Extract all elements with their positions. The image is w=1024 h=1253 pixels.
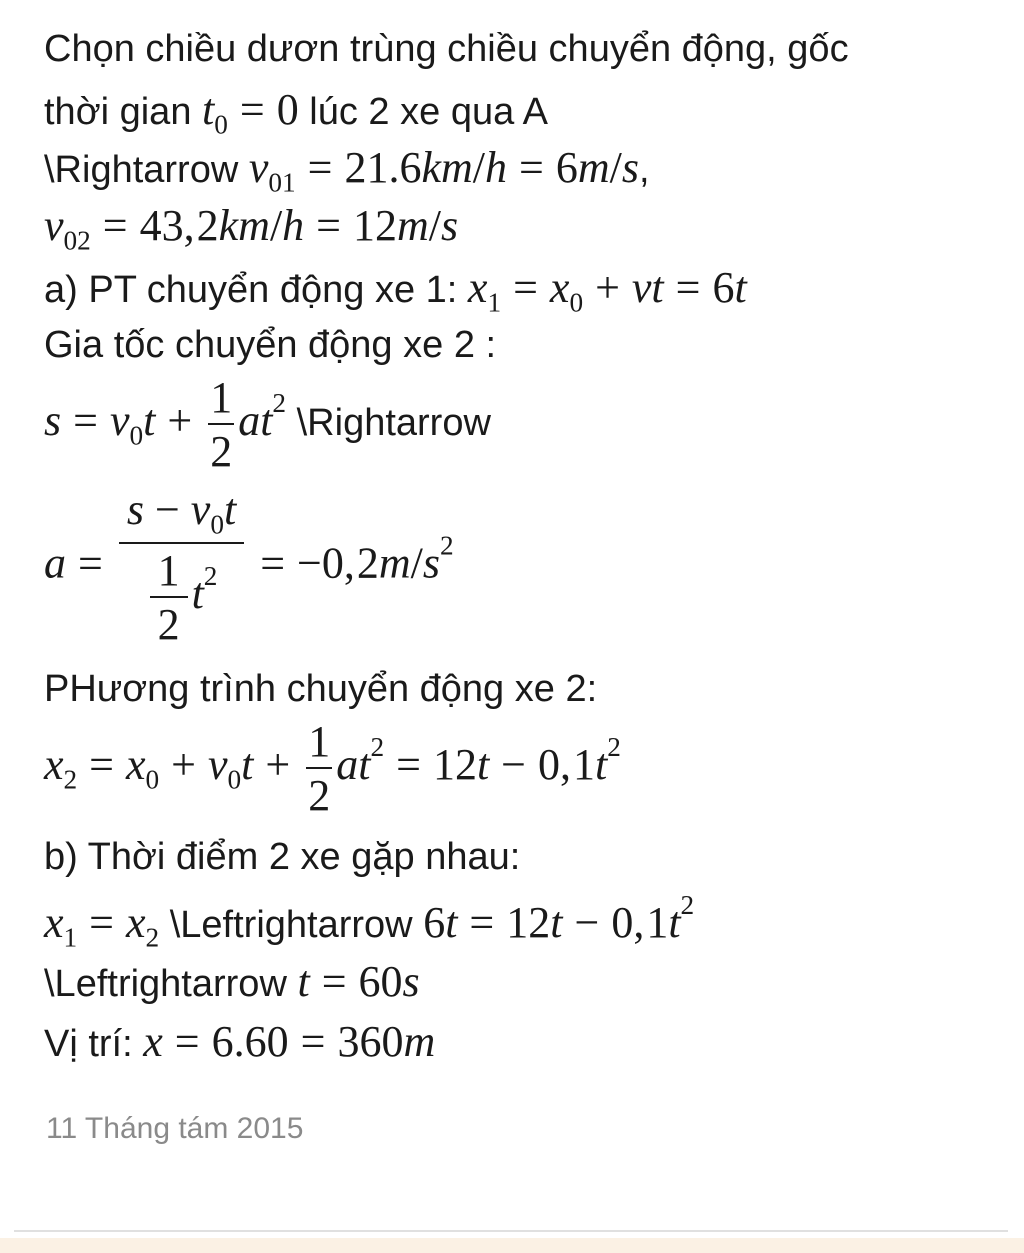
text-line-2: thời gian $t_0 = 0$ lúc 2 xe qua A [44,85,549,140]
math-position: x = 6.60 = 360m [143,1017,436,1066]
math-s-formula: $s = v_0t$ + $\frac{1}{2}$ $at^2$ [44,373,287,476]
comment-area[interactable] [14,1168,1008,1232]
text-line-5: a) PT chuyển động xe 1: $x_1 = x_0$ + vt = 6t [44,263,747,318]
math-meet: $x_1 = x_2$ [44,898,160,953]
math-t0: $t_0 = 0$ [202,85,299,140]
math-x2: $x_2 = x_0 + v_0t$ + $\frac{1}{2}$ $at^2 = 12t - 0,1t^2$ [44,717,621,820]
math-line-8 [44,485,454,649]
text-line-3: \Rightarrow $v_{01} = 21.6km/h = 6m/s$, [44,143,650,198]
math-line-10 [44,717,621,820]
text-line-9: PHương trình chuyển động xe 2: [44,668,598,710]
math-a-formula: a = $s - v_0t$ $\frac{1}{2}$ $t^2$ = $-0,2m/s^2$ [44,485,454,649]
math-line-7: $s = v_0t$ + $\frac{1}{2}$ $at^2$ \Rightarrow [44,373,491,476]
text-line-11: b) Thời điểm 2 xe gặp nhau: [44,836,521,878]
text-line-14: Vị trí: x = 6.60 = 360m [44,1017,436,1066]
math-t-result: t = 60s [297,957,420,1006]
post-date: 11 Tháng tám 2015 [46,1112,304,1145]
math-line-12: $x_1 = x_2$ \Leftrightarrow $6t = 12t - 0,1t^2$ [44,890,695,953]
text-line-1: Chọn chiều dươn trùng chiều chuyển động, gốc [44,28,849,70]
math-line-4 [44,200,458,257]
math-v02: $v_{02} = 43,2km/h = 12m/s$ [44,201,459,256]
math-x1: $x_1 = x_0$ + vt = 6t [467,263,747,318]
math-v01: $v_{01} = 21.6km/h = 6m/s$ [248,143,639,198]
math-equation: $6t = 12t - 0,1t^2$ [423,890,695,948]
text-line-13: \Leftrightarrow t = 60s [44,957,420,1006]
bottom-strip [0,1238,1024,1253]
text-line-6: Gia tốc chuyển động xe 2 : [44,324,497,366]
